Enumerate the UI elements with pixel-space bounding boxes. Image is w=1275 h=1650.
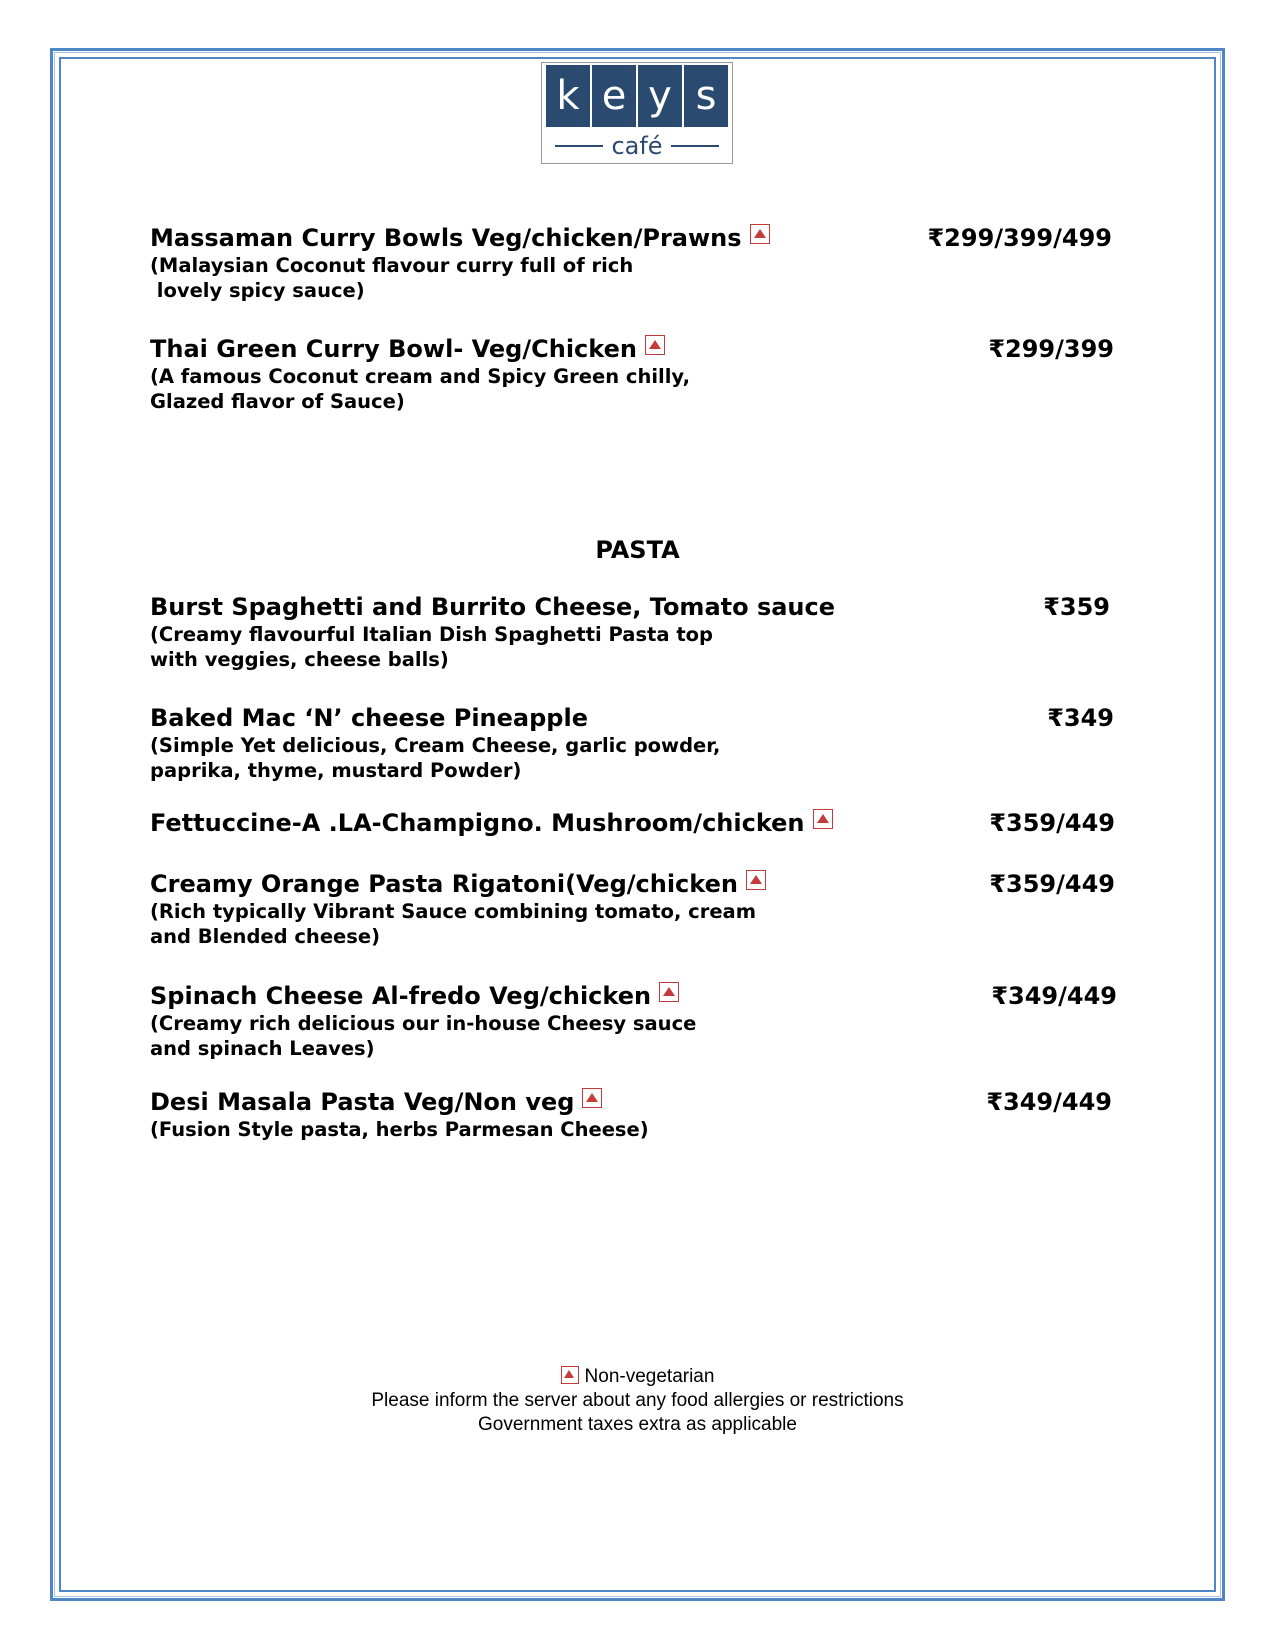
- menu-item: [150, 981, 1120, 1061]
- non-veg-icon: [582, 1088, 602, 1108]
- keys-cafe-logo: [541, 62, 733, 164]
- logo-rule-right: [671, 145, 719, 147]
- logo-letter: k: [546, 65, 590, 127]
- menu-item-price: ₹359/449: [989, 809, 1115, 837]
- logo-cafe-text: café: [611, 132, 663, 160]
- menu-item: [150, 592, 1120, 672]
- logo-rule-left: [555, 145, 603, 147]
- menu-item-price: ₹349/449: [986, 1088, 1112, 1116]
- menu-item: [150, 223, 1120, 303]
- menu-item: [150, 808, 1120, 838]
- menu-item-name: Burst Spaghetti and Burrito Cheese, Tomato sauce: [150, 593, 836, 621]
- non-veg-icon: [561, 1366, 579, 1384]
- menu-item-name: Baked Mac ‘N’ cheese Pineapple: [150, 704, 588, 732]
- menu-item-description: (Simple Yet delicious, Cream Cheese, garlic powder, paprika, thyme, mustard Powder): [150, 734, 721, 782]
- menu-item-price: ₹359/449: [989, 870, 1115, 898]
- menu-item-price: ₹349/449: [991, 982, 1117, 1010]
- footer-legend: Non-vegetarian: [0, 1365, 1275, 1389]
- menu-item-name: Thai Green Curry Bowl- Veg/Chicken: [150, 334, 665, 364]
- menu-item-description: (Malaysian Coconut flavour curry full of rich lovely spicy sauce): [150, 254, 634, 302]
- menu-item-name: Fettuccine-A .LA-Champigno. Mushroom/chicken: [150, 808, 833, 838]
- menu-item: [150, 334, 1120, 414]
- menu-item-price: ₹349: [1047, 704, 1114, 732]
- logo-letter: s: [684, 65, 728, 127]
- menu-item: [150, 869, 1120, 949]
- menu-item-name: Creamy Orange Pasta Rigatoni(Veg/chicken: [150, 869, 766, 899]
- menu-item-name: Desi Masala Pasta Veg/Non veg: [150, 1087, 602, 1117]
- footer-allergy-note: Please inform the server about any food allergies or restrictions: [371, 1390, 904, 1411]
- menu-item: [150, 1087, 1120, 1142]
- logo-letters: [546, 65, 728, 127]
- logo-subtitle: [542, 131, 732, 161]
- non-veg-icon: [659, 982, 679, 1002]
- menu-item-price: ₹359: [1043, 593, 1110, 621]
- menu-item-name: Spinach Cheese Al-fredo Veg/chicken: [150, 981, 679, 1011]
- menu-item-price: ₹299/399: [988, 335, 1114, 363]
- menu-item-description: (Rich typically Vibrant Sauce combining tomato, cream and Blended cheese): [150, 900, 757, 948]
- menu-item: [150, 703, 1120, 783]
- non-veg-icon: [746, 870, 766, 890]
- menu-item-price: ₹299/399/499: [927, 224, 1112, 252]
- non-veg-icon: [645, 335, 665, 355]
- menu-item-description: (Fusion Style pasta, herbs Parmesan Cheese): [150, 1118, 649, 1141]
- menu-item-description: (A famous Coconut cream and Spicy Green chilly, Glazed flavor of Sauce): [150, 365, 691, 413]
- non-veg-icon: [813, 809, 833, 829]
- non-veg-icon: [750, 224, 770, 244]
- logo-letter: y: [638, 65, 682, 127]
- logo-letter: e: [592, 65, 636, 127]
- menu-item-description: (Creamy rich delicious our in-house Cheesy sauce and spinach Leaves): [150, 1012, 697, 1060]
- section-title-pasta: PASTA: [595, 536, 680, 564]
- footer-tax-note: Government taxes extra as applicable: [478, 1414, 797, 1435]
- menu-item-description: (Creamy flavourful Italian Dish Spaghetti Pasta top with veggies, cheese balls): [150, 623, 714, 671]
- menu-item-name: Massaman Curry Bowls Veg/chicken/Prawns: [150, 223, 770, 253]
